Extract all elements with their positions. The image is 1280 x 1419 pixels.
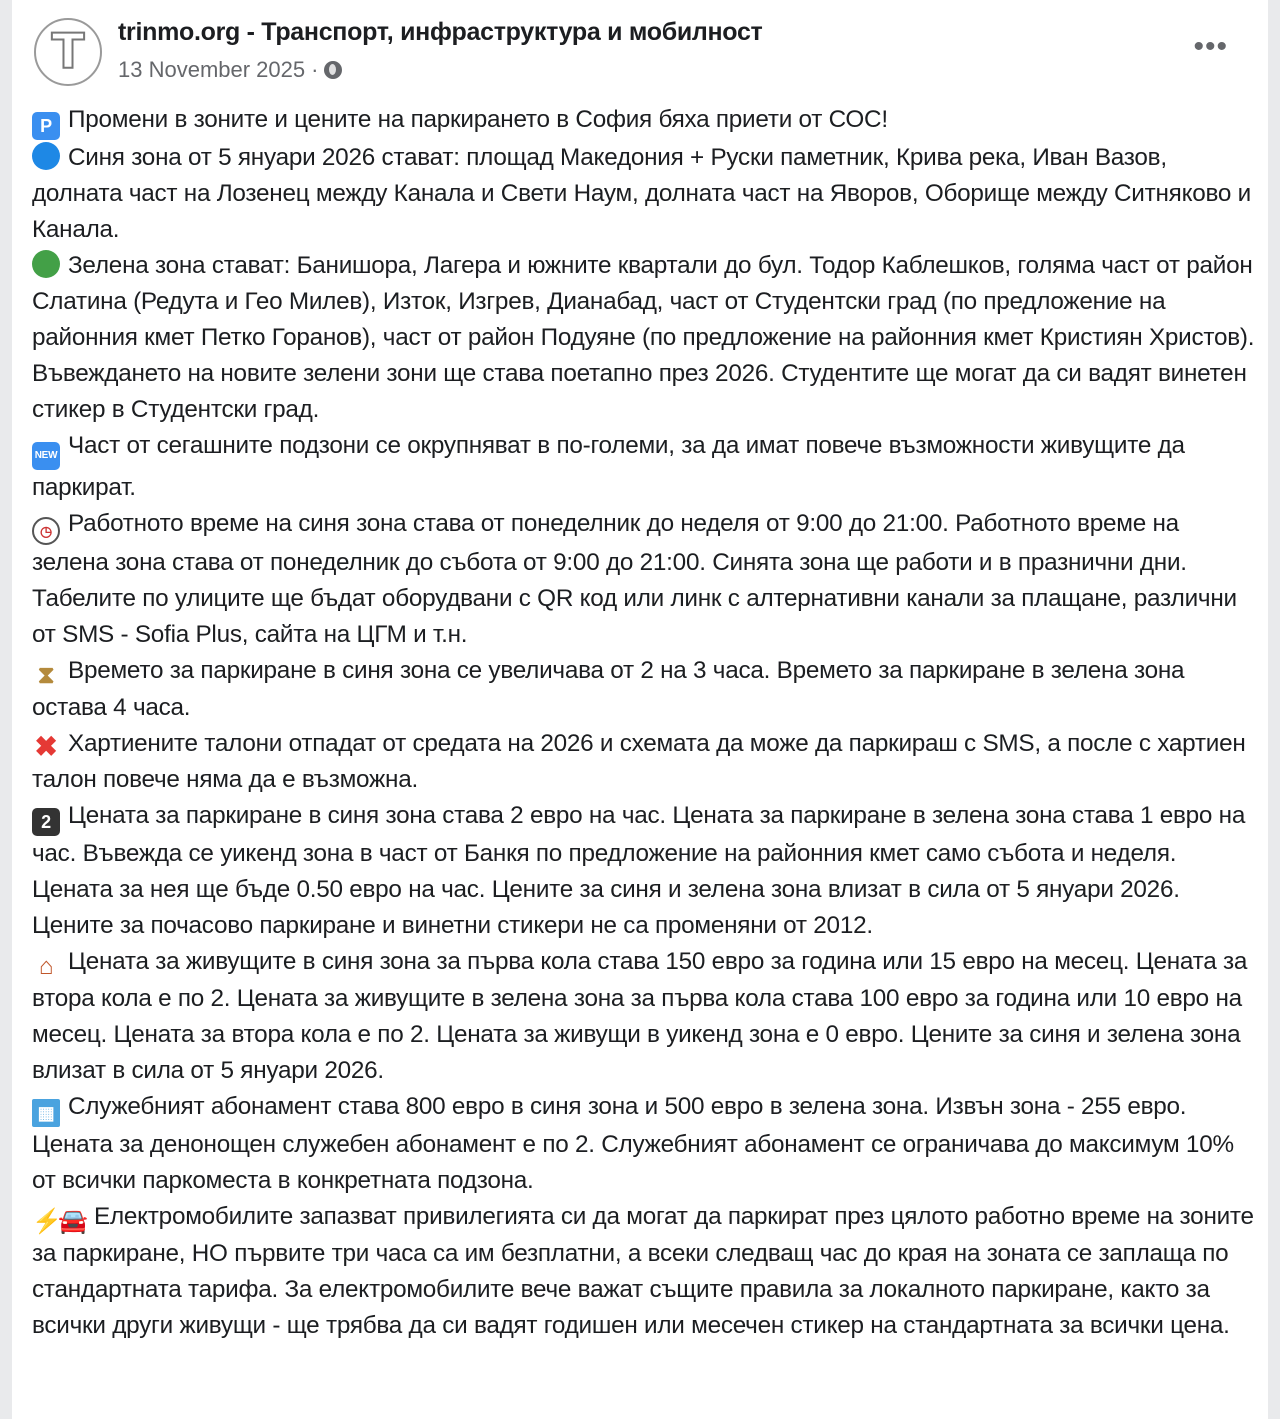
paragraph-text: Работното време на синя зона става от понеделник до неделя от 9:00 до 21:00. Работното време на зелена зона става от понеделник до събота от 9:00 до 21:00. Синята зона ще работи и в празнични дни. Табелите по улиците ще бъдат оборудвани с QR код или линк с алтернативни канали за плащане, различни от SMS - Sofia Plus, сайта на ЦГМ и т.н.: [32, 510, 1237, 648]
parking-icon: P: [32, 112, 60, 140]
separator: ·: [311, 57, 319, 82]
paragraph: [32, 428, 1262, 506]
paragraph-text: Хартиените талони отпадат от средата на 2026 и схемата да може да паркираш с SMS, а после с хартиен талон повече няма да е възможна.: [32, 730, 1246, 793]
paragraph-text: Цената за паркиране в синя зона става 2 евро на час. Цената за паркиране в зелена зона става 1 евро на час. Въвежда се уикенд зона в част от Банкя по предложение на районния кмет само събота и неделя. Цената за нея ще бъде 0.50 евро на час. Цените за синя и зелена зона влизат в сила от 5 януари 2026. Цените за почасово паркиране и винетни стикери не са променяни от 2012.: [32, 802, 1246, 939]
office-building-icon: ▦: [32, 1099, 60, 1127]
paragraph: [32, 248, 1262, 428]
green-circle-icon: [32, 250, 60, 278]
paragraph: [32, 653, 1262, 726]
clock-icon: ◷: [32, 517, 60, 545]
new-icon: NEW: [32, 442, 60, 470]
logo-letter: T: [51, 24, 85, 80]
paragraph: [32, 1199, 1262, 1344]
paragraph-text: Времето за паркиране в синя зона се увеличава от 2 на 3 часа. Времето за паркиране в зелена зона остава 4 часа.: [32, 657, 1185, 721]
post-card: [12, 0, 1268, 1419]
paragraph-text: Зелена зона стават: Банишора, Лагера и южните квартали до бул. Тодор Каблешков, голяма част от район Слатина (Редута и Гео Милев), Изток, Изгрев, Дианабад, част от Студентски град (по предложение на районния кмет Петко Горанов), част от район Подуяне (по предложение на районния кмет Кристиян Христов). Въвеждането на новите зелени зони ще става поетапно през 2026. Студентите ще могат да си вадят винетен стикер в Студентски град.: [32, 252, 1255, 423]
paragraph: [32, 726, 1262, 798]
paragraph-text: Синя зона от 5 януари 2026 стават: площад Македония + Руски паметник, Крива река, Иван Вазов, долната част на Лозенец между Канала и Свети Наум, долната част на Яворов, Оборище между Ситняково и Канала.: [32, 144, 1251, 243]
paragraph-text: Промени в зоните и цените на паркирането в София бяха приети от СОС!: [68, 106, 888, 133]
blue-circle-icon: [32, 142, 60, 170]
hourglass-icon: ⧗: [37, 662, 55, 689]
paragraph-text: Част от сегашните подзони се окрупняват в по-големи, за да имат повече възможности живущите да паркират.: [32, 432, 1185, 501]
paragraph-text: Служебният абонамент става 800 евро в синя зона и 500 евро в зелена зона. Извън зона - 255 евро. Цената за денонощен служебен абонамент е по 2. Служебният абонамент се ограничава до максимум 10% от всички паркоместа в конкретната подзона.: [32, 1093, 1234, 1194]
paragraph: [32, 1089, 1262, 1199]
paragraph: [32, 944, 1262, 1089]
paragraph-text: Цената за живущите в синя зона за първа кола става 150 евро за година или 15 евро на месец. Цената за втора кола е по 2. Цената за живущите в зелена зона за първа кола става 100 евро за година или 10 евро на месец. Цената за втора кола е по 2. Цената за живущи в уикенд зона е 0 евро. Цените за синя и зелена зона влизат в сила от 5 януари 2026.: [32, 948, 1248, 1084]
house-icon: ⌂: [38, 953, 54, 980]
paragraph: [32, 798, 1262, 944]
paragraph: [32, 102, 1262, 140]
paragraph: [32, 140, 1262, 248]
zap-icon: ⚡: [32, 1208, 62, 1235]
page-name-link[interactable]: trinmo.org - Транспорт, инфраструктура и мобилност: [118, 18, 763, 46]
post-date[interactable]: 13 November 2025: [118, 57, 306, 82]
post-meta: [118, 57, 342, 83]
paragraph: [32, 506, 1262, 653]
globe-icon: [324, 61, 342, 79]
paragraph-text: Електромобилите запазват привилегията си да могат да паркират през цялото работно време на зоните за паркиране, НО първите три часа са им безплатни, а всеки следващ час до края на зоната се заплаща по стандартната тарифа. За електромобилите вече важат същите правила за локалното паркиране, както за всички други живущи - ще трябва да си вадят годишен или месечен стикер на стандартната за всички цена.: [32, 1203, 1254, 1339]
page-avatar[interactable]: [34, 18, 102, 86]
car-icon: 🚘: [58, 1208, 88, 1235]
cross-icon: ✖: [34, 731, 58, 762]
more-options-button[interactable]: •••: [1193, 30, 1228, 63]
keycap-two-icon: 2: [32, 808, 60, 836]
post-body: [32, 102, 1262, 1344]
